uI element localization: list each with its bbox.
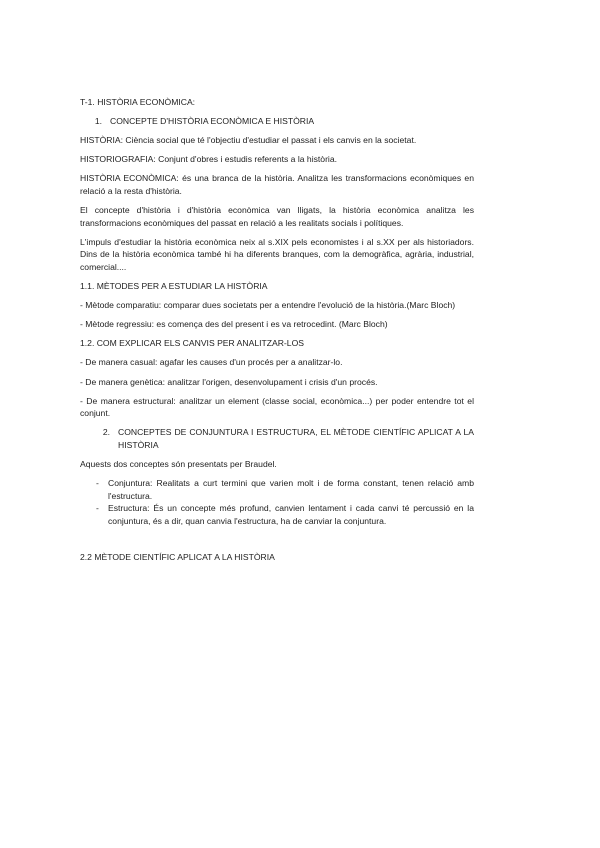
- paragraph-manera-estructural: - De manera estructural: analitzar un element (classe social, econòmica...) per poder entendre tot el conjunt.: [80, 395, 474, 419]
- section-heading-2: [80, 426, 474, 451]
- section-title: CONCEPTE D'HISTÒRIA ECONÒMICA E HISTÒRIA: [110, 116, 315, 127]
- paragraph-manera-casual: - De manera casual: agafar les causes d'un procés per a analitzar-lo.: [80, 357, 343, 368]
- subheading-2-2: 2.2 MÈTODE CIENTÍFIC APLICAT A LA HISTÒRIA: [80, 552, 275, 563]
- bullet-list: [80, 477, 474, 527]
- bullet-text: Estructura: És un concepte més profund, canvien lentament i cada canvi té percussió en la conjuntura, és a dir, quan canvia l'estructura, ha de canviar la conjuntura.: [108, 503, 474, 526]
- bullet-text: Conjuntura: Realitats a curt termini que varien molt i de forma constant, tenen relació amb l'estructura.: [108, 478, 474, 501]
- section-number: 2.: [102, 427, 110, 438]
- section-heading-1: [80, 115, 474, 128]
- bullet-dash: -: [96, 503, 99, 514]
- document-page: [80, 96, 474, 571]
- paragraph-historia: HISTÒRIA: Ciència social que té l'objectiu d'estudiar el passat i els canvis en la societat.: [80, 135, 417, 146]
- document-title: T-1. HISTÒRIA ECONÒMICA:: [80, 97, 196, 107]
- paragraph-impuls: L'impuls d'estudiar la història econòmica neix al s.XIX pels economistes i al s.XX per als historiadors. Dins de la història econòmica també hi ha diferents branques, com la demogràfica, agrària, industrial, comercial....: [80, 236, 474, 272]
- spacer: [80, 533, 474, 551]
- paragraph-metode-comparatiu: - Mètode comparatiu: comparar dues societats per a entendre l'evolució de la història.(Marc Bloch): [80, 300, 456, 311]
- section-title: CONCEPTES DE CONJUNTURA I ESTRUCTURA, EL MÈTODE CIENTÍFIC APLICAT A LA HISTÒRIA: [118, 427, 474, 450]
- list-item: [80, 502, 474, 527]
- bullet-dash: -: [96, 478, 99, 489]
- paragraph-braudel: Aquests dos conceptes són presentats per Braudel.: [80, 458, 277, 469]
- subheading-1-1: 1.1. MÈTODES PER A ESTUDIAR LA HISTÒRIA: [80, 281, 268, 292]
- section-number: 1.: [94, 116, 102, 127]
- paragraph-concepte: El concepte d'història i d'història econòmica van lligats, la història econòmica analitza les transformacions econòmiques del passat en relació a les realitats socials i polítiques.: [80, 205, 474, 228]
- subheading-1-2: 1.2. COM EXPLICAR ELS CANVIS PER ANALITZAR-LOS: [80, 338, 304, 349]
- list-item: [80, 477, 474, 502]
- paragraph-manera-genetica: - De manera genètica: analitzar l'origen, desenvolupament i crisis d'un procés.: [80, 376, 378, 387]
- paragraph-metode-regressiu: - Mètode regressiu: es comença des del present i es va retrocedint. (Marc Bloch): [80, 319, 388, 330]
- paragraph-historiografia: HISTORIOGRAFIA: Conjunt d'obres i estudis referents a la història.: [80, 154, 338, 165]
- paragraph-historia-economica: HISTÒRIA ECONÒMICA: és una branca de la història. Analitza les transformacions econòmiques en relació a la resta d'història.: [80, 173, 474, 196]
